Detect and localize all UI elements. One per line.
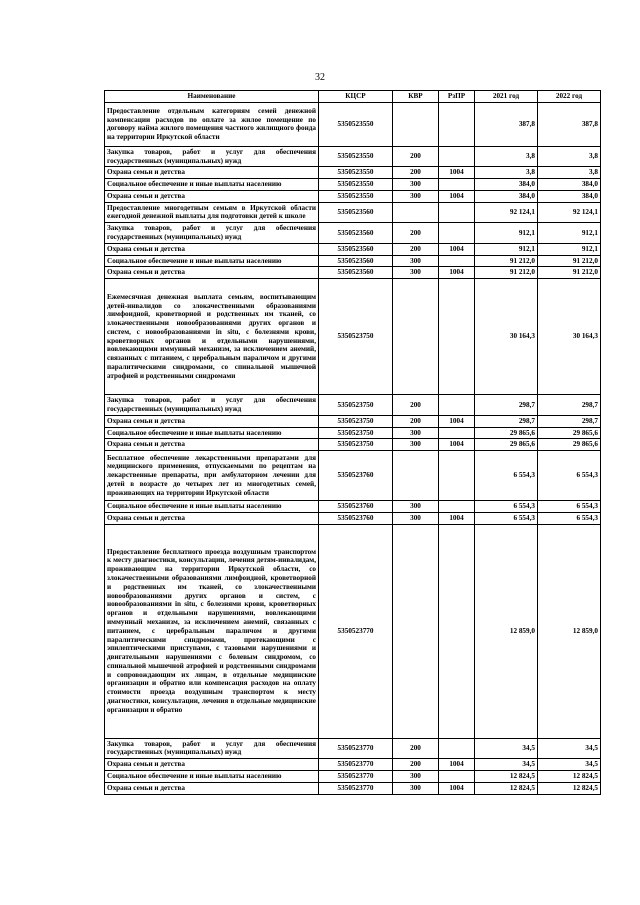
- row-rzpr: [439, 501, 475, 513]
- row-name: Охрана семьи и детства: [105, 782, 319, 794]
- row-2021: 912,1: [475, 243, 538, 255]
- row-2022: 384,0: [538, 179, 601, 191]
- table-row: [105, 167, 601, 179]
- row-kvr: 200: [393, 167, 439, 179]
- row-name: Охрана семьи и детства: [105, 759, 319, 771]
- table-row: [105, 415, 601, 427]
- row-name: Охрана семьи и детства: [105, 167, 319, 179]
- row-kvr: [393, 102, 439, 146]
- row-rzpr: [439, 427, 475, 439]
- row-kvr: [393, 524, 439, 738]
- row-rzpr: [439, 179, 475, 191]
- row-name: Социальное обеспечение и иные выплаты населению: [105, 770, 319, 782]
- row-kcsr: 5350523760: [319, 451, 393, 501]
- row-2021: 912,1: [475, 223, 538, 244]
- row-2022: 3,8: [538, 167, 601, 179]
- row-2021: 29 865,6: [475, 439, 538, 451]
- row-2022: 30 164,3: [538, 279, 601, 395]
- row-2022: 6 554,3: [538, 512, 601, 524]
- row-2022: 384,0: [538, 190, 601, 202]
- row-2021: 34,5: [475, 759, 538, 771]
- header-name: Наименование: [105, 91, 319, 103]
- table-row: [105, 512, 601, 524]
- row-kvr: [393, 279, 439, 395]
- row-rzpr: 1004: [439, 759, 475, 771]
- row-kvr: 300: [393, 770, 439, 782]
- row-2022: 91 212,0: [538, 267, 601, 279]
- row-name: Охрана семьи и детства: [105, 439, 319, 451]
- row-rzpr: [439, 223, 475, 244]
- row-kcsr: 5350523770: [319, 524, 393, 738]
- table-row: [105, 782, 601, 794]
- row-kcsr: 5350523770: [319, 759, 393, 771]
- table-row: [105, 179, 601, 191]
- row-kcsr: 5350523560: [319, 243, 393, 255]
- row-kvr: 200: [393, 243, 439, 255]
- row-2022: 34,5: [538, 759, 601, 771]
- row-kcsr: 5350523550: [319, 190, 393, 202]
- row-2022: 387,8: [538, 102, 601, 146]
- row-rzpr: [439, 102, 475, 146]
- row-2022: 92 124,1: [538, 202, 601, 223]
- row-rzpr: 1004: [439, 512, 475, 524]
- row-kcsr: 5350523560: [319, 267, 393, 279]
- row-rzpr: [439, 395, 475, 416]
- table-row: [105, 439, 601, 451]
- header-kcsr: КЦСР: [319, 91, 393, 103]
- table-row: [105, 427, 601, 439]
- budget-table: [104, 90, 601, 795]
- row-name: Предоставление бесплатного проезда воздушным транспортом к месту диагностики, консультации, лечения детям-инвалидам, проживающим на территории Иркутской области, со злокачественными образованиями лимфоидной, кроветворной и родственных им тканей, со злокачественными новообразованиями других органов и систем, с новообразованиями in situ, с болезнями крови, кроветворных органов и отдельными нарушениями, вовлекающими иммунный механизм, за исключением анемий, связанных с питанием, с церебральным параличом и другими паралитическими синдромами, протекающими с эпилептическими приступами, с тазовыми нарушениями и двигательными нарушениями с болевым синдромом, со спинальной мышечной атрофией и родственными синдромами и сопровождающим их лицам, в отдельные медицинские организации и обратно или компенсация расходов на оплату стоимости проезда воздушным транспортом к месту диагностики, консультации, лечения в отдельные медицинские организации и обратно: [105, 524, 319, 738]
- row-2021: 30 164,3: [475, 279, 538, 395]
- row-2021: 29 865,6: [475, 427, 538, 439]
- table-row: [105, 759, 601, 771]
- header-rzpr: РзПР: [439, 91, 475, 103]
- row-name: Закупка товаров, работ и услуг для обеспечения государственных (муниципальных) нужд: [105, 146, 319, 167]
- row-2021: 6 554,3: [475, 451, 538, 501]
- header-kvr: КВР: [393, 91, 439, 103]
- row-name: Охрана семьи и детства: [105, 190, 319, 202]
- row-kcsr: 5350523550: [319, 179, 393, 191]
- row-rzpr: [439, 738, 475, 759]
- row-name: Охрана семьи и детства: [105, 243, 319, 255]
- row-rzpr: [439, 255, 475, 267]
- row-kvr: 200: [393, 223, 439, 244]
- row-name: Бесплатное обеспечение лекарственными препаратами для медицинского применения, отпускаемыми по рецептам на лекарственные препараты, при амбулаторном лечении для детей в возрасте до четырех лет из многодетных семей, проживающих на территории Иркутской области: [105, 451, 319, 501]
- row-2021: 3,8: [475, 146, 538, 167]
- row-name: Закупка товаров, работ и услуг для обеспечения государственных (муниципальных) нужд: [105, 223, 319, 244]
- row-rzpr: [439, 146, 475, 167]
- row-name: Социальное обеспечение и иные выплаты населению: [105, 179, 319, 191]
- header-2021: 2021 год: [475, 91, 538, 103]
- row-kvr: [393, 202, 439, 223]
- row-kvr: 200: [393, 738, 439, 759]
- row-kvr: 200: [393, 415, 439, 427]
- row-kcsr: 5350523770: [319, 782, 393, 794]
- row-kvr: 300: [393, 427, 439, 439]
- row-2022: 3,8: [538, 146, 601, 167]
- table-row: [105, 255, 601, 267]
- row-kcsr: 5350523760: [319, 512, 393, 524]
- row-2021: 34,5: [475, 738, 538, 759]
- table-row: [105, 451, 601, 501]
- table-row: [105, 190, 601, 202]
- row-kcsr: 5350523750: [319, 415, 393, 427]
- row-kvr: 300: [393, 179, 439, 191]
- row-2021: 3,8: [475, 167, 538, 179]
- row-kcsr: 5350523770: [319, 770, 393, 782]
- row-kvr: 300: [393, 439, 439, 451]
- row-name: Социальное обеспечение и иные выплаты населению: [105, 255, 319, 267]
- table-row: [105, 267, 601, 279]
- row-2021: 384,0: [475, 179, 538, 191]
- row-rzpr: 1004: [439, 415, 475, 427]
- table-row: [105, 738, 601, 759]
- row-2022: 912,1: [538, 223, 601, 244]
- row-2021: 92 124,1: [475, 202, 538, 223]
- row-kcsr: 5350523550: [319, 146, 393, 167]
- row-rzpr: 1004: [439, 782, 475, 794]
- table-row: [105, 279, 601, 395]
- table-row: [105, 243, 601, 255]
- row-rzpr: 1004: [439, 267, 475, 279]
- row-kcsr: 5350523760: [319, 501, 393, 513]
- row-kvr: 300: [393, 190, 439, 202]
- row-rzpr: 1004: [439, 190, 475, 202]
- row-2021: 12 859,0: [475, 524, 538, 738]
- row-2022: 34,5: [538, 738, 601, 759]
- row-kcsr: 5350523770: [319, 738, 393, 759]
- row-2022: 29 865,6: [538, 439, 601, 451]
- header-2022: 2022 год: [538, 91, 601, 103]
- row-2021: 12 824,5: [475, 782, 538, 794]
- row-rzpr: [439, 202, 475, 223]
- row-kcsr: 5350523550: [319, 167, 393, 179]
- row-kcsr: 5350523560: [319, 223, 393, 244]
- row-kvr: [393, 451, 439, 501]
- row-kvr: 300: [393, 501, 439, 513]
- row-kcsr: 5350523750: [319, 427, 393, 439]
- row-2021: 384,0: [475, 190, 538, 202]
- row-2021: 12 824,5: [475, 770, 538, 782]
- table-row: [105, 770, 601, 782]
- row-2022: 6 554,3: [538, 501, 601, 513]
- row-2022: 29 865,6: [538, 427, 601, 439]
- table-row: [105, 202, 601, 223]
- row-name: Предоставление отдельным категориям семей денежной компенсации расходов по оплате за жилое помещение по договору найма жилого помещения частного жилищного фонда на территории Иркутской области: [105, 102, 319, 146]
- row-kvr: 200: [393, 395, 439, 416]
- row-kcsr: 5350523550: [319, 102, 393, 146]
- table-row: [105, 501, 601, 513]
- row-2022: 12 824,5: [538, 782, 601, 794]
- row-name: Социальное обеспечение и иные выплаты населению: [105, 427, 319, 439]
- row-2022: 12 859,0: [538, 524, 601, 738]
- row-2022: 6 554,3: [538, 451, 601, 501]
- row-name: Социальное обеспечение и иные выплаты населению: [105, 501, 319, 513]
- row-rzpr: [439, 770, 475, 782]
- row-rzpr: 1004: [439, 167, 475, 179]
- table-row: [105, 102, 601, 146]
- row-2022: 298,7: [538, 415, 601, 427]
- table-row: [105, 146, 601, 167]
- row-name: Предоставление многодетным семьям в Иркутской области ежегодной денежной выплаты для подготовки детей к школе: [105, 202, 319, 223]
- row-kcsr: 5350523750: [319, 279, 393, 395]
- row-rzpr: [439, 451, 475, 501]
- row-2022: 12 824,5: [538, 770, 601, 782]
- row-rzpr: [439, 524, 475, 738]
- row-2021: 6 554,3: [475, 501, 538, 513]
- table-row: [105, 524, 601, 738]
- row-kvr: 200: [393, 146, 439, 167]
- page-number: 32: [315, 72, 325, 83]
- row-kvr: 300: [393, 267, 439, 279]
- row-2021: 298,7: [475, 395, 538, 416]
- row-name: Ежемесячная денежная выплата семьям, воспитывающим детей-инвалидов со злокачественными образованиями лимфоидной, кроветворной и родственных им тканей, со злокачественными новообразованиями других органов и систем, с новообразованиями in situ, с болезнями крови, кроветворных органов и отдельными нарушениями, вовлекающими иммунный механизм, за исключением анемий, связанных с питанием, с церебральным параличом и другими паралитическими синдромами, со спинальной мышечной атрофией и родственными синдромами: [105, 279, 319, 395]
- row-2021: 91 212,0: [475, 255, 538, 267]
- row-kcsr: 5350523560: [319, 255, 393, 267]
- row-2021: 6 554,3: [475, 512, 538, 524]
- row-kvr: 200: [393, 759, 439, 771]
- row-2022: 912,1: [538, 243, 601, 255]
- row-name: Охрана семьи и детства: [105, 415, 319, 427]
- row-name: Охрана семьи и детства: [105, 267, 319, 279]
- row-2021: 298,7: [475, 415, 538, 427]
- row-rzpr: [439, 279, 475, 395]
- row-kcsr: 5350523560: [319, 202, 393, 223]
- row-name: Закупка товаров, работ и услуг для обеспечения государственных (муниципальных) нужд: [105, 738, 319, 759]
- table-row: [105, 395, 601, 416]
- row-kvr: 300: [393, 255, 439, 267]
- row-kvr: 300: [393, 782, 439, 794]
- row-2022: 91 212,0: [538, 255, 601, 267]
- row-2021: 387,8: [475, 102, 538, 146]
- row-rzpr: 1004: [439, 439, 475, 451]
- table-header-row: [105, 91, 601, 103]
- row-kcsr: 5350523750: [319, 439, 393, 451]
- row-name: Охрана семьи и детства: [105, 512, 319, 524]
- row-2021: 91 212,0: [475, 267, 538, 279]
- row-name: Закупка товаров, работ и услуг для обеспечения государственных (муниципальных) нужд: [105, 395, 319, 416]
- table-row: [105, 223, 601, 244]
- row-kcsr: 5350523750: [319, 395, 393, 416]
- row-2022: 298,7: [538, 395, 601, 416]
- row-kvr: 300: [393, 512, 439, 524]
- row-rzpr: 1004: [439, 243, 475, 255]
